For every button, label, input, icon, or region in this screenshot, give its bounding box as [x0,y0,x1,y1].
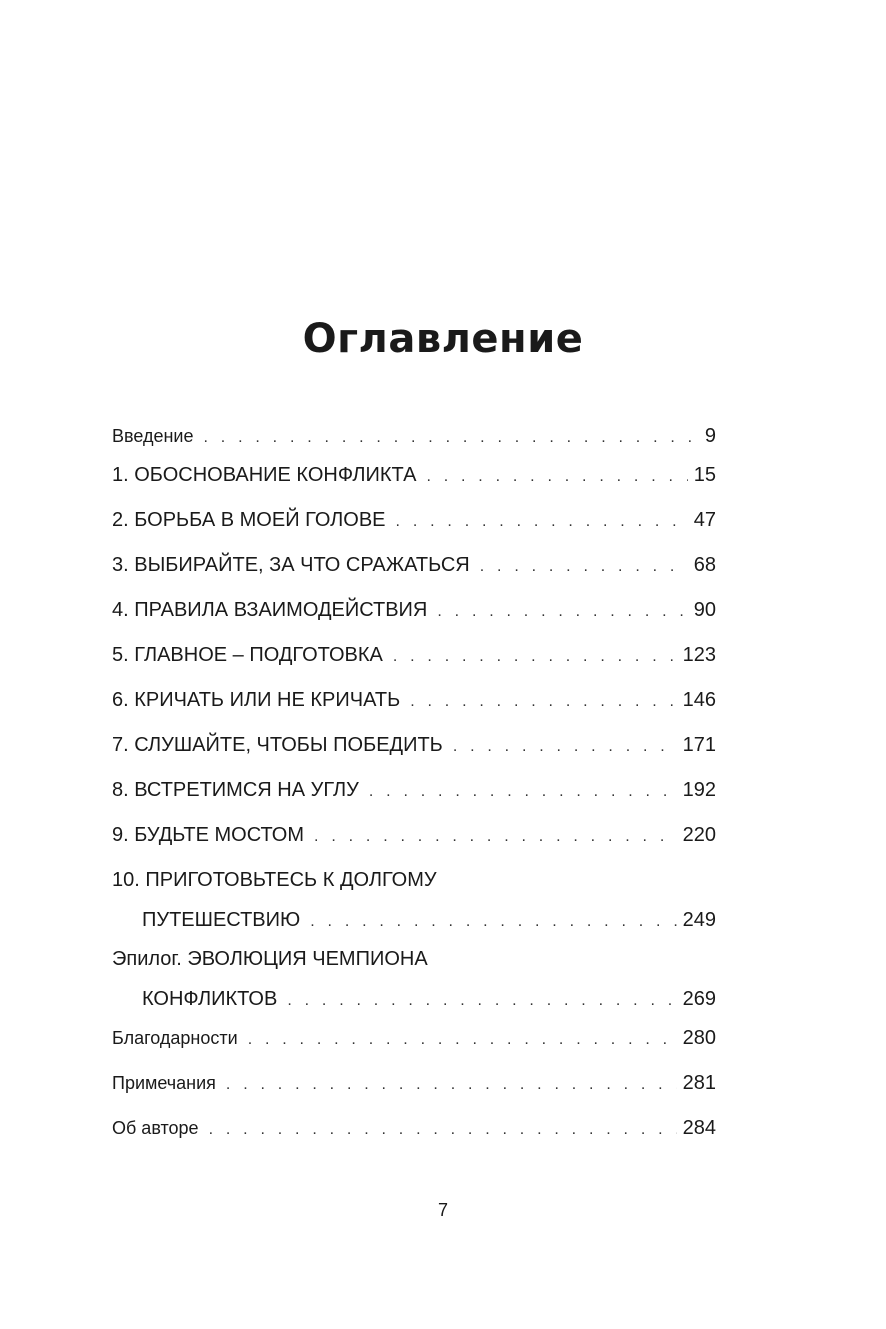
toc-entry-chapter-8[interactable] [112,768,716,813]
toc-entry-label: Примечания [112,1073,216,1093]
toc-entry-chapter-4[interactable] [112,588,716,633]
toc-page-number: 280 [682,1027,716,1049]
toc-entry-label: 7. СЛУШАЙТЕ, ЧТОБЫ ПОБЕДИТЬ [112,734,443,756]
toc-leader-dots [310,905,676,939]
toc-page-number: 192 [682,779,716,801]
toc-entry-introduction[interactable] [112,420,716,453]
toc-leader-dots [480,544,688,589]
toc-leader-dots [248,1017,677,1062]
toc-entry-label: Введение [112,426,194,446]
toc-page-number: 15 [693,464,716,486]
toc-entry-label: 1. ОБОСНОВАНИЕ КОНФЛИКТА [112,464,417,486]
toc-page-number: 284 [682,1117,716,1139]
table-of-contents [112,420,716,1151]
toc-entry-label: 8. ВСТРЕТИМСЯ НА УГЛУ [112,779,359,801]
toc-page-number: 123 [682,644,716,666]
toc-page-number: 9 [704,425,716,447]
toc-entry-label: 5. ГЛАВНОЕ – ПОДГОТОВКА [112,644,383,666]
toc-leader-dots [287,984,676,1018]
toc-leader-dots [410,679,676,724]
toc-page-number: 171 [682,734,716,756]
toc-entry-chapter-10[interactable] [112,858,716,937]
toc-page-number: 146 [682,689,716,711]
toc-leader-dots [396,499,688,544]
toc-entry-label: Благодарности [112,1028,238,1048]
toc-entry-label: 4. ПРАВИЛА ВЗАИМОДЕЙСТВИЯ [112,599,428,621]
page-folio-number: 7 [437,1200,448,1220]
toc-leader-dots [314,814,677,859]
toc-entry-chapter-9[interactable] [112,813,716,858]
toc-entry-label: 6. КРИЧАТЬ ИЛИ НЕ КРИЧАТЬ [112,689,401,711]
toc-page-number: 90 [693,599,716,621]
toc-entry-acknowledgements[interactable] [112,1016,716,1061]
toc-leader-dots [393,634,677,679]
toc-entry-chapter-5[interactable] [112,633,716,678]
toc-entry-label: 3. ВЫБИРАЙТЕ, ЗА ЧТО СРАЖАТЬСЯ [112,554,470,576]
toc-entry-epilogue[interactable] [112,937,716,1016]
toc-entry-chapter-1[interactable] [112,453,716,498]
toc-entry-label-continued: ПУТЕШЕСТВИЮ [142,909,301,931]
toc-entry-label: Об авторе [112,1118,199,1138]
toc-page-number: 68 [693,554,716,576]
toc-entry-label: 10. ПРИГОТОВЬТЕСЬ К ДОЛГОМУ [112,869,437,891]
page-title: Оглавление [302,316,584,362]
toc-page-number: 269 [682,988,716,1010]
toc-entry-chapter-2[interactable] [112,498,716,543]
toc-entry-label: 2. БОРЬБА В МОЕЙ ГОЛОВЕ [112,509,386,531]
toc-entry-notes[interactable] [112,1061,716,1106]
toc-page-number: 281 [682,1072,716,1094]
toc-leader-dots [369,769,677,814]
toc-entry-about-author[interactable] [112,1106,716,1151]
toc-leader-dots [226,1062,677,1107]
toc-leader-dots [426,454,687,499]
toc-leader-dots [209,1107,677,1152]
toc-leader-dots [453,724,677,769]
toc-page-number: 47 [693,509,716,531]
toc-page-number: 220 [682,824,716,846]
toc-leader-dots [204,421,699,454]
toc-entry-label: 9. БУДЬТЕ МОСТОМ [112,824,305,846]
toc-entry-label-continued: КОНФЛИКТОВ [142,988,278,1010]
toc-entry-chapter-3[interactable] [112,543,716,588]
toc-entry-chapter-6[interactable] [112,678,716,723]
toc-entry-chapter-7[interactable] [112,723,716,768]
toc-leader-dots [437,589,687,634]
toc-entry-label: Эпилог. ЭВОЛЮЦИЯ ЧЕМПИОНА [112,948,428,970]
toc-page-number: 249 [682,909,716,931]
